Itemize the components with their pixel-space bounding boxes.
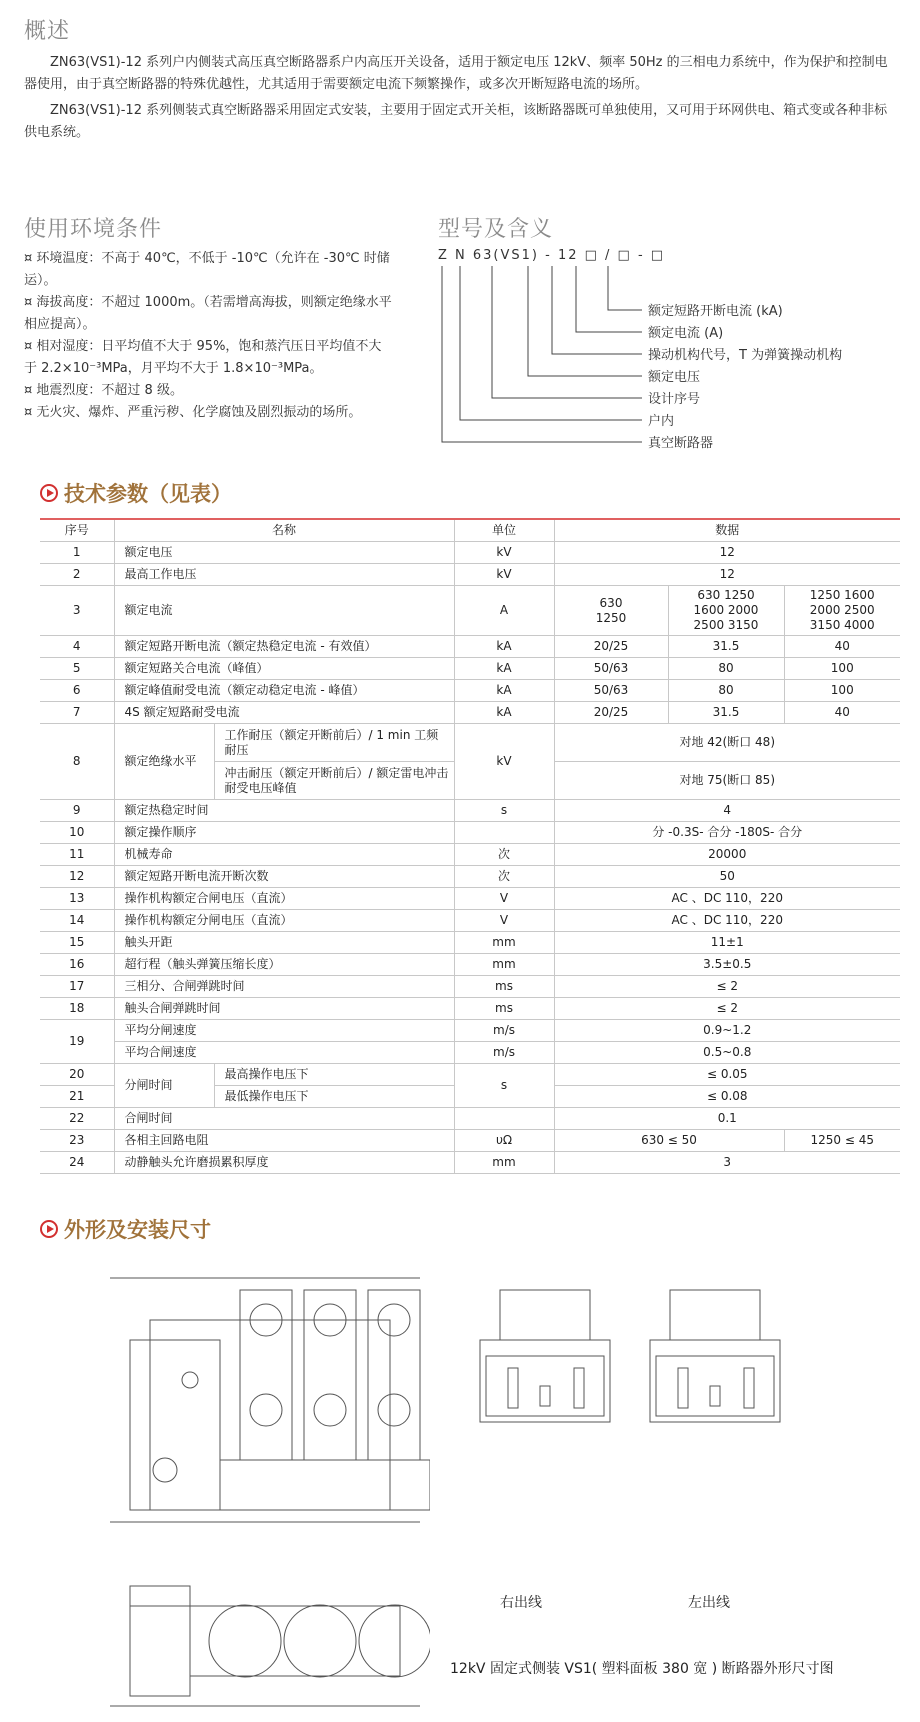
cell: 工作耐压（额定开断前后）/ 1 min 工频耐压: [214, 724, 454, 762]
env-item: ¤ 无火灾、爆炸、严重污秽、化学腐蚀及剧烈振动的场所。: [24, 405, 362, 420]
cell: 12: [554, 564, 900, 586]
front-view-drawing: [90, 1260, 430, 1560]
cell: 630 1250: [554, 586, 668, 636]
cell: 12: [40, 866, 114, 888]
table-header-cell: 序号: [40, 519, 114, 542]
dims-caption: 12kV 固定式侧装 VS1( 塑料面板 380 宽 ) 断路器外形尺寸图: [450, 1661, 834, 1677]
cell: 22: [40, 1108, 114, 1130]
cell: 100: [784, 680, 900, 702]
cell: 4: [40, 636, 114, 658]
table-row: [40, 888, 900, 910]
cell: 4: [554, 800, 900, 822]
table-row: [40, 542, 900, 564]
cell: 2: [40, 564, 114, 586]
cell: ms: [454, 976, 554, 998]
top-view-drawing: [90, 1566, 430, 1716]
left-outlet-drawing: [640, 1276, 790, 1426]
cell: 0.1: [554, 1108, 900, 1130]
cell: m/s: [454, 1042, 554, 1064]
model-label: 额定短路开断电流 (kA): [648, 304, 783, 319]
table-row: [40, 976, 900, 998]
table-row: [40, 1042, 900, 1064]
cell: m/s: [454, 1020, 554, 1042]
table-row: [40, 1152, 900, 1174]
cell: 3.5±0.5: [554, 954, 900, 976]
cell: 31.5: [668, 636, 784, 658]
env-item: ¤ 相对湿度：日平均值不大于 95%，饱和蒸汽压日平均值不大于 2.2×10⁻³MPa，月平均不大于 1.8×10⁻³MPa。: [24, 339, 382, 376]
model-label: 真空断路器: [648, 436, 714, 451]
cell: 最高操作电压下: [214, 1064, 454, 1086]
cell: 80: [668, 680, 784, 702]
table-row: [40, 564, 900, 586]
cell: 23: [40, 1130, 114, 1152]
cell: 0.5~0.8: [554, 1042, 900, 1064]
cell: 额定电流: [114, 586, 454, 636]
env-item: ¤ 地震烈度：不超过 8 级。: [24, 383, 183, 398]
cell: 3: [40, 586, 114, 636]
model-label: 额定电压: [648, 370, 701, 385]
cell: 50: [554, 866, 900, 888]
table-row: [40, 866, 900, 888]
cell: 对地 42(断口 48): [554, 724, 900, 762]
env-title: 使用环境条件: [24, 217, 163, 242]
right-outlet-drawing: [470, 1276, 620, 1426]
cell: 40: [784, 702, 900, 724]
cell: 冲击耐压（额定开断前后）/ 额定雷电冲击耐受电压峰值: [214, 762, 454, 800]
tech-title: 技术参数（见表）: [40, 478, 232, 508]
cell: 额定操作顺序: [114, 822, 454, 844]
cell: 20: [40, 1064, 114, 1086]
cell: kA: [454, 636, 554, 658]
cell: 24: [40, 1152, 114, 1174]
cell: 31.5: [668, 702, 784, 724]
cell: ≤ 2: [554, 976, 900, 998]
cell: A: [454, 586, 554, 636]
cell: V: [454, 888, 554, 910]
cell: 50/63: [554, 680, 668, 702]
cell: ≤ 2: [554, 998, 900, 1020]
cell: 50/63: [554, 658, 668, 680]
cell: V: [454, 910, 554, 932]
cell: 机械寿命: [114, 844, 454, 866]
cell: 1250 1600 2000 2500 3150 4000: [784, 586, 900, 636]
cell: 20/25: [554, 636, 668, 658]
cell: 630 ≤ 50: [554, 1130, 784, 1152]
env-item: ¤ 环境温度：不高于 40℃，不低于 -10℃（允许在 -30℃ 时储运）。: [24, 251, 390, 288]
table-header-cell: 数据: [554, 519, 900, 542]
cell: 额定短路关合电流（峰值）: [114, 658, 454, 680]
table-row: [40, 822, 900, 844]
cell: 三相分、合闸弹跳时间: [114, 976, 454, 998]
overview-title: 概述: [24, 19, 71, 44]
overview-paragraph-2: ZN63(VS1)-12 系列侧装式真空断路器采用固定式安装，主要用于固定式开关柜，该断路器既可单独使用，又可用于环网供电、箱式变或各种非标供电系统。: [24, 103, 888, 140]
cell: ≤ 0.08: [554, 1086, 900, 1108]
model-label: 额定电流 (A): [648, 326, 724, 341]
cell: 0.9~1.2: [554, 1020, 900, 1042]
right-outlet-label: 右出线: [500, 1595, 542, 1611]
model-label: 设计序号: [648, 392, 701, 407]
cell: 对地 75(断口 85): [554, 762, 900, 800]
cell: 100: [784, 658, 900, 680]
cell: 11: [40, 844, 114, 866]
cell: 次: [454, 844, 554, 866]
cell: kA: [454, 658, 554, 680]
cell: υΩ: [454, 1130, 554, 1152]
dims-title: 外形及安装尺寸: [40, 1214, 211, 1244]
model-title: 型号及含义: [438, 217, 554, 242]
cell: 合闸时间: [114, 1108, 454, 1130]
env-list: [24, 248, 394, 424]
env-item: ¤ 海拔高度：不超过 1000m。（若需增高海拔，则额定绝缘水平相应提高）。: [24, 295, 392, 332]
cell: kV: [454, 542, 554, 564]
cell: 13: [40, 888, 114, 910]
cell: mm: [454, 1152, 554, 1174]
table-row: [40, 954, 900, 976]
cell: 5: [40, 658, 114, 680]
cell: 11±1: [554, 932, 900, 954]
cell: 最高工作电压: [114, 564, 454, 586]
table-row: [40, 1130, 900, 1152]
play-bullet-icon: [40, 1220, 58, 1238]
cell: 操作机构额定分闸电压（直流）: [114, 910, 454, 932]
table-row: [40, 1064, 900, 1086]
cell: 15: [40, 932, 114, 954]
cell: 额定短路开断电流开断次数: [114, 866, 454, 888]
table-row: [40, 998, 900, 1020]
cell: 次: [454, 866, 554, 888]
cell: 8: [40, 724, 114, 800]
table-header-row: [40, 519, 900, 542]
cell: 20000: [554, 844, 900, 866]
cell: 17: [40, 976, 114, 998]
cell: 80: [668, 658, 784, 680]
cell: kV: [454, 724, 554, 800]
cell: kA: [454, 702, 554, 724]
cell: 各相主回路电阻: [114, 1130, 454, 1152]
cell: s: [454, 800, 554, 822]
cell: 10: [40, 822, 114, 844]
cell: mm: [454, 954, 554, 976]
cell: 触头合闸弹跳时间: [114, 998, 454, 1020]
table-row: [40, 702, 900, 724]
cell: 平均合闸速度: [114, 1042, 454, 1064]
table-row: [40, 910, 900, 932]
cell: 触头开距: [114, 932, 454, 954]
cell: 40: [784, 636, 900, 658]
model-label: 户内: [648, 414, 675, 429]
table-row: [40, 724, 900, 762]
table-row: [40, 636, 900, 658]
table-row: [40, 680, 900, 702]
cell: 动静触头允许磨损累积厚度: [114, 1152, 454, 1174]
cell: 4S 额定短路耐受电流: [114, 702, 454, 724]
table-row: [40, 932, 900, 954]
cell: 超行程（触头弹簧压缩长度）: [114, 954, 454, 976]
cell: [454, 822, 554, 844]
model-label: 操动机构代号，T 为弹簧操动机构: [648, 348, 843, 363]
table-row: [40, 844, 900, 866]
table-row: [40, 586, 900, 636]
cell: 3: [554, 1152, 900, 1174]
cell: 1: [40, 542, 114, 564]
table-row: [40, 1020, 900, 1042]
cell: 操作机构额定合闸电压（直流）: [114, 888, 454, 910]
cell: ms: [454, 998, 554, 1020]
cell: 额定短路开断电流（额定热稳定电流 - 有效值）: [114, 636, 454, 658]
cell: 平均分闸速度: [114, 1020, 454, 1042]
overview-paragraph-1: ZN63(VS1)-12 系列户内侧装式高压真空断路器系户内高压开关设备，适用于额定电压 12kV、频率 50Hz 的三相电力系统中，作为保护和控制电器使用，由于真空断路器的特殊优越性，尤其适用于需要额定电流下频繁操作，或多次开断短路电流的场所。: [24, 55, 888, 92]
tech-table: [40, 518, 900, 1174]
cell: 7: [40, 702, 114, 724]
cell: kA: [454, 680, 554, 702]
cell: 分闸时间: [114, 1064, 214, 1108]
left-outlet-label: 左出线: [688, 1595, 730, 1611]
table-row: [40, 800, 900, 822]
model-tree-lines: [430, 262, 650, 452]
cell: 16: [40, 954, 114, 976]
cell: AC 、DC 110，220: [554, 910, 900, 932]
cell: s: [454, 1064, 554, 1108]
cell: 额定峰值耐受电流（额定动稳定电流 - 峰值）: [114, 680, 454, 702]
cell: [454, 1108, 554, 1130]
cell: mm: [454, 932, 554, 954]
play-bullet-icon: [40, 484, 58, 502]
cell: 9: [40, 800, 114, 822]
cell: 19: [40, 1020, 114, 1064]
model-code: Z N 63(VS1) - 12 □ / □ - □: [438, 248, 666, 263]
cell: 14: [40, 910, 114, 932]
cell: 1250 ≤ 45: [784, 1130, 900, 1152]
cell: 额定电压: [114, 542, 454, 564]
cell: 630 1250 1600 2000 2500 3150: [668, 586, 784, 636]
table-header-cell: 名称: [114, 519, 454, 542]
cell: 额定热稳定时间: [114, 800, 454, 822]
cell: AC 、DC 110，220: [554, 888, 900, 910]
cell: 18: [40, 998, 114, 1020]
cell: 12: [554, 542, 900, 564]
cell: 分 -0.3S- 合分 -180S- 合分: [554, 822, 900, 844]
cell: 20/25: [554, 702, 668, 724]
cell: 6: [40, 680, 114, 702]
cell: 额定绝缘水平: [114, 724, 214, 800]
cell: 最低操作电压下: [214, 1086, 454, 1108]
table-row: [40, 658, 900, 680]
cell: ≤ 0.05: [554, 1064, 900, 1086]
table-header-cell: 单位: [454, 519, 554, 542]
table-row: [40, 1108, 900, 1130]
cell: kV: [454, 564, 554, 586]
cell: 21: [40, 1086, 114, 1108]
